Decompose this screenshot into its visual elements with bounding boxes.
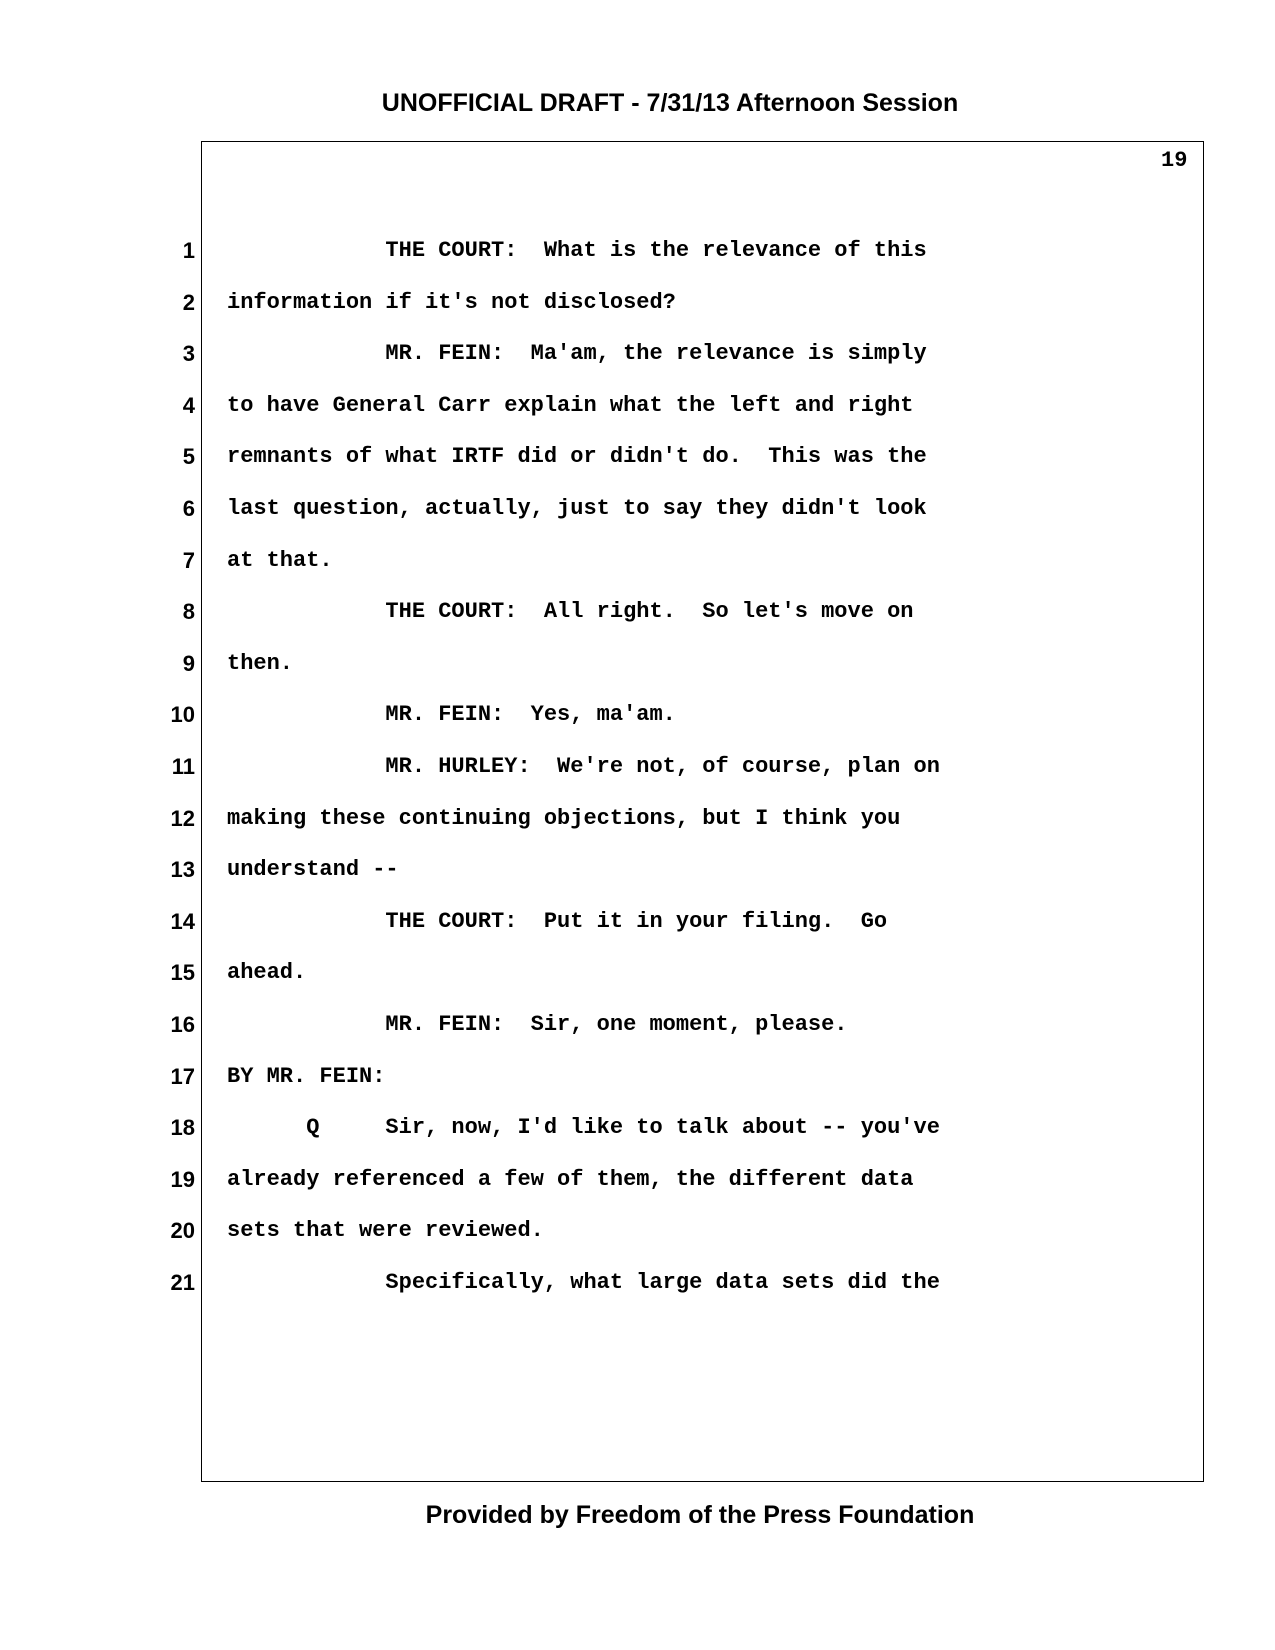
- line-text: THE COURT: What is the relevance of this: [227, 238, 927, 263]
- transcript-line: [0, 599, 1275, 651]
- line-text: MR. HURLEY: We're not, of course, plan on: [227, 754, 940, 779]
- line-text: THE COURT: Put it in your filing. Go: [227, 908, 888, 934]
- line-number: 1: [182, 238, 195, 263]
- transcript-line: [0, 1115, 1275, 1167]
- transcript-line: [0, 651, 1275, 703]
- line-number: 21: [170, 1270, 195, 1295]
- page-number: 19: [1161, 148, 1188, 173]
- transcript-line: [0, 341, 1275, 393]
- transcript-line: [0, 1218, 1275, 1270]
- line-number: 16: [170, 1012, 195, 1037]
- transcript-line: [0, 496, 1275, 548]
- transcript-line: [0, 806, 1275, 858]
- line-text: BY MR. FEIN:: [227, 1063, 386, 1089]
- line-number: 4: [182, 392, 195, 418]
- line-text: MR. FEIN: Ma'am, the relevance is simply: [227, 341, 927, 367]
- line-text: already referenced a few of them, the different data: [227, 1166, 914, 1192]
- line-number: 15: [170, 960, 195, 986]
- line-number: 3: [182, 341, 195, 367]
- line-text: THE COURT: All right. So let's move on: [227, 599, 914, 625]
- transcript-line: [0, 754, 1275, 806]
- transcript-line: [0, 960, 1275, 1012]
- transcript-line: [0, 290, 1275, 342]
- line-text: Q Sir, now, I'd like to talk about -- you've: [227, 1115, 940, 1141]
- transcript-line: [0, 1012, 1275, 1064]
- line-text: understand --: [227, 857, 399, 883]
- line-text: remnants of what IRTF did or didn't do. This was the: [227, 444, 927, 470]
- line-text: then.: [227, 650, 294, 676]
- line-number: 17: [170, 1063, 195, 1089]
- transcript-line: [0, 548, 1275, 600]
- line-text: last question, actually, just to say they didn't look: [227, 496, 927, 521]
- transcript-line: [0, 909, 1275, 961]
- line-number: 14: [170, 908, 195, 934]
- transcript-line: [0, 238, 1275, 290]
- line-number: 2: [182, 289, 195, 315]
- line-text: information if it's not disclosed?: [227, 289, 676, 315]
- line-number: 11: [171, 754, 195, 779]
- transcript-line: [0, 857, 1275, 909]
- line-number: 13: [170, 857, 195, 883]
- line-number: 6: [182, 496, 195, 521]
- line-text: Specifically, what large data sets did the: [227, 1270, 940, 1295]
- transcript-line: [0, 444, 1275, 496]
- line-text: sets that were reviewed.: [227, 1218, 544, 1244]
- document-footer: Provided by Freedom of the Press Foundation: [425, 1501, 975, 1529]
- line-number: 7: [182, 547, 195, 573]
- line-number: 10: [170, 702, 195, 728]
- transcript-line: [0, 1167, 1275, 1219]
- line-text: at that.: [227, 547, 333, 573]
- line-number: 12: [170, 805, 195, 831]
- transcript-line: [0, 1064, 1275, 1116]
- line-text: ahead.: [227, 960, 307, 986]
- document-header-title: UNOFFICIAL DRAFT - 7/31/13 Afternoon Session: [381, 89, 959, 117]
- transcript-line: [0, 393, 1275, 445]
- line-text: to have General Carr explain what the left and right: [227, 392, 914, 418]
- line-number: 18: [170, 1115, 195, 1141]
- line-number: 5: [182, 444, 195, 470]
- line-text: making these continuing objections, but I think you: [227, 805, 901, 831]
- transcript-line: [0, 702, 1275, 754]
- transcript-line: [0, 1270, 1275, 1322]
- line-text: MR. FEIN: Sir, one moment, please.: [227, 1012, 848, 1037]
- line-number: 19: [170, 1166, 195, 1192]
- line-number: 9: [182, 650, 195, 676]
- line-text: MR. FEIN: Yes, ma'am.: [227, 702, 676, 728]
- line-number: 20: [170, 1218, 195, 1244]
- line-number: 8: [182, 599, 195, 625]
